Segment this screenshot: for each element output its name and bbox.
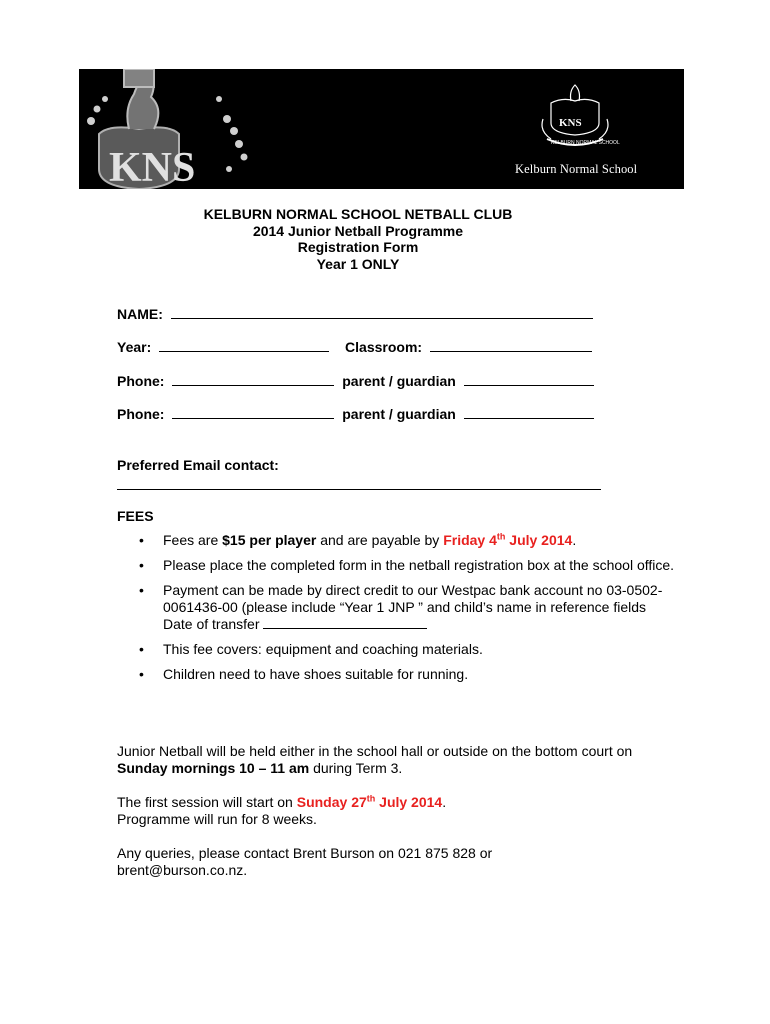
email-row <box>117 477 601 493</box>
payment-due-date <box>443 532 572 548</box>
bullet-icon: • <box>139 666 144 682</box>
fee-text: . <box>572 532 577 548</box>
date-text: Friday 4 <box>443 532 497 548</box>
bullet-icon: • <box>139 532 144 548</box>
date-text: July 2014 <box>505 532 573 548</box>
phone-row-2 <box>117 406 594 422</box>
name-label: NAME: <box>117 306 163 322</box>
contact-text: Any queries, please contact Brent Burson on 021 875 828 or <box>117 845 493 861</box>
first-session-date <box>297 794 442 810</box>
year-field[interactable] <box>159 339 329 352</box>
form-title-block <box>0 206 716 272</box>
date-of-transfer-label: Date of transfer <box>163 616 264 632</box>
year-label: Year: <box>117 339 152 355</box>
list-item <box>117 532 677 549</box>
parent-guardian-label: parent / guardian <box>342 406 456 422</box>
fees-list <box>117 532 677 691</box>
club-title: KELBURN NORMAL SCHOOL NETBALL CLUB <box>203 206 513 222</box>
date-suffix: th <box>366 793 376 804</box>
shoes-text: Children need to have shoes suitable for running. <box>163 666 469 682</box>
name-row <box>117 306 593 322</box>
date-text: Sunday 27 <box>296 794 367 810</box>
session-text: . <box>442 794 447 810</box>
bullet-icon: • <box>139 641 144 657</box>
classroom-label: Classroom: <box>345 339 423 355</box>
fee-text: and are payable by <box>316 532 444 548</box>
schedule-text: during Term 3. <box>309 760 403 776</box>
parent-guardian-field[interactable] <box>464 373 594 386</box>
phone-field[interactable] <box>172 373 334 386</box>
phone-label: Phone: <box>117 406 165 422</box>
email-label: Preferred Email contact: <box>117 457 279 473</box>
phone-field[interactable] <box>172 406 334 419</box>
fees-heading: FEES <box>117 508 154 524</box>
bullet-icon: • <box>139 557 144 573</box>
programme-title: 2014 Junior Netball Programme <box>252 222 464 239</box>
schedule-text: Junior Netball will be held either in the school hall or outside on the bottom court on <box>117 743 633 759</box>
classroom-field[interactable] <box>430 339 592 352</box>
name-field[interactable] <box>171 306 593 319</box>
contact-email: brent@burson.co.nz. <box>117 862 248 878</box>
bank-payment-text: Payment can be made by direct credit to our Westpac bank account no 03-0502-0061436-00 (please include “Year 1 JNP ” and child’s name in reference fields <box>163 582 663 615</box>
crest-monogram-large: KNS <box>109 145 196 189</box>
fee-amount: $15 per player <box>222 532 317 548</box>
year-classroom-row <box>117 339 592 355</box>
school-name: Kelburn Normal School <box>515 162 638 176</box>
list-item <box>117 641 677 658</box>
list-item <box>117 557 677 574</box>
parent-guardian-field[interactable] <box>464 406 594 419</box>
contact-paragraph <box>117 845 677 879</box>
parent-guardian-label: parent / guardian <box>342 373 456 389</box>
phone-label: Phone: <box>117 373 165 389</box>
email-field[interactable] <box>117 477 601 490</box>
schedule-paragraph <box>117 743 677 777</box>
bullet-icon: • <box>139 582 144 598</box>
header-banner <box>79 69 684 189</box>
list-item <box>117 582 677 633</box>
form-title: Registration Form <box>297 239 419 255</box>
crest-ribbon-text: KELBURN NORMAL SCHOOL <box>551 140 620 146</box>
registration-box-text: Please place the completed form in the netball registration box at the school office. <box>163 557 675 573</box>
date-suffix: th <box>496 531 506 542</box>
fee-text: Fees are <box>163 532 223 548</box>
year-restriction: Year 1 ONLY <box>316 255 400 272</box>
phone-row-1 <box>117 373 594 389</box>
programme-duration: Programme will run for 8 weeks. <box>117 811 317 827</box>
date-text: July 2014 <box>375 794 443 810</box>
session-text: The first session will start on <box>117 794 297 810</box>
fee-covers-text: This fee covers: equipment and coaching materials. <box>163 641 483 657</box>
crest-monogram-small: KNS <box>559 117 582 129</box>
list-item <box>117 666 677 683</box>
date-of-transfer-field[interactable] <box>263 616 427 629</box>
schedule-time: Sunday mornings 10 – 11 am <box>117 760 310 776</box>
first-session-paragraph <box>117 794 677 828</box>
